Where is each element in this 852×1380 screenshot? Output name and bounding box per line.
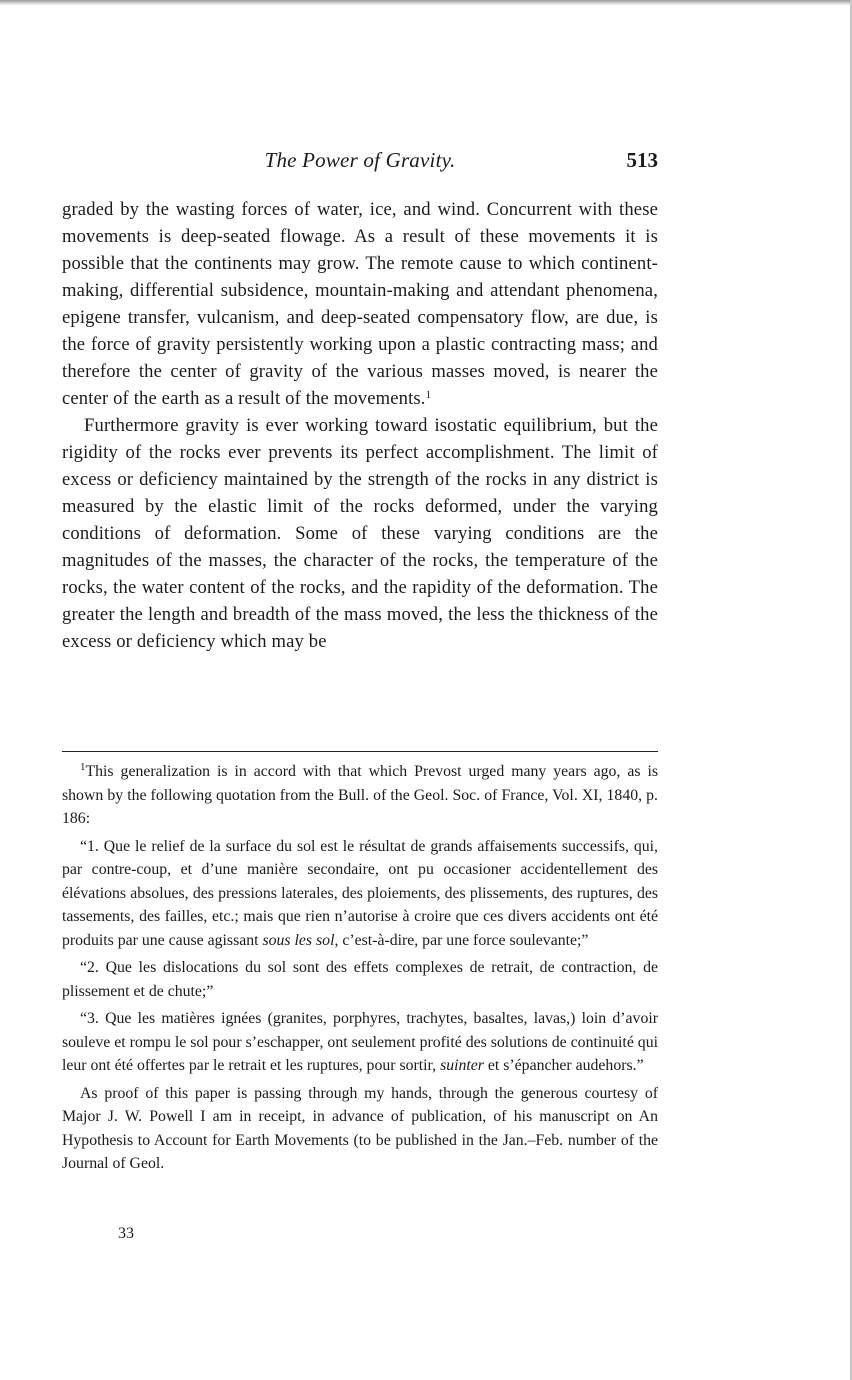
footnotes xyxy=(62,760,658,1180)
paragraph-2: Furthermore gravity is ever working toward isostatic equilibrium, but the rigidity of the rocks ever prevents its perfect accomplishment. The limit of excess or deficiency maintained by the strength of the rocks in any district is measured by the elastic limit of the rocks deformed, under the varying conditions of deformation. Some of these varying conditions are the magnitudes of the masses, the character of the rocks, the temperature of the rocks, the water content of the rocks, and the rapidity of the deformation. The greater the length and breadth of the mass moved, the less the thickness of the excess or deficiency which may be xyxy=(62,415,658,652)
proof-note: As proof of this paper is passing through my hands, through the generous courtesy of Major J. W. Powell I am in receipt, in advance of publication, of his manuscript on An Hypothesis to Account for Earth Movements (to be published in the Jan.–Feb. number of the Journal of Geol. xyxy=(62,1084,658,1172)
paragraph-1 xyxy=(62,196,658,412)
footnote-1 xyxy=(62,760,658,831)
quote-1 xyxy=(62,835,658,953)
quote-2: “2. Que les dislocations du sol sont des effets complexes de retrait, de contraction, de plissement et de chute;” xyxy=(62,959,658,1000)
footnote-separator xyxy=(62,751,658,752)
quote-3-italic: suinter xyxy=(440,1057,484,1074)
quote-1-text: “1. Que le relief de la surface du sol est le résultat de grands affaisements successifs, qui, par contre-coup, et d’une manière secondaire, ont pu occasioner accidentellement des élévations absolues, des pressions laterales, des ploiements, des plissements, des ruptures, des tassements, des failles, etc.; mais que rien n’autorise à croire que ces divers accidents ont été produits par une cause agissant xyxy=(62,837,658,949)
footnote-marker: 1 xyxy=(80,761,86,773)
quote-3 xyxy=(62,1007,658,1078)
quote-1-italic: sous les sol xyxy=(262,931,335,949)
footnote-reference: 1 xyxy=(425,389,432,401)
quote-3-tail: et s’épancher audehors.” xyxy=(483,1057,644,1074)
running-title: The Power of Gravity. xyxy=(264,148,456,172)
paragraph-1-text: graded by the wasting forces of water, ice, and wind. Concurrent with these movements is deep-seated flowage. As a result of these movements it is possible that the continents may grow. The remote cause to which continent-making, differential subsidence, mountain-making and attendant phenomena, epigene transfer, vulcanism, and deep-seated compensatory flow, are due, is the force of gravity persistently working upon a plastic contracting mass; and therefore the center of gravity of the various masses moved, is nearer the center of the earth as a result of the movements. xyxy=(62,199,658,409)
quote-3-text: “3. Que les matières ignées (granites, porphyres, trachytes, basaltes, lavas,) loin d’avoir souleve et rompu le sol pour s’eschapper, ont seulement profité des solutions de continuité qui leur ont été offertes par le retrait et les ruptures, pour sortir, xyxy=(62,1010,658,1074)
page-number: 513 xyxy=(626,148,658,172)
quote-1-tail: , c’est-à-dire, par une force soulevante;” xyxy=(334,931,589,949)
main-text xyxy=(62,196,658,655)
footnote-1-text: This generalization is in accord with that which Prevost urged many years ago, as is shown by the following quotation from the Bull. of the Geol. Soc. of France, Vol. XI, 1840, p. 186: xyxy=(62,763,658,827)
signature-mark: 33 xyxy=(118,1225,134,1242)
top-edge-shadow xyxy=(0,0,852,5)
page-header xyxy=(62,148,658,178)
